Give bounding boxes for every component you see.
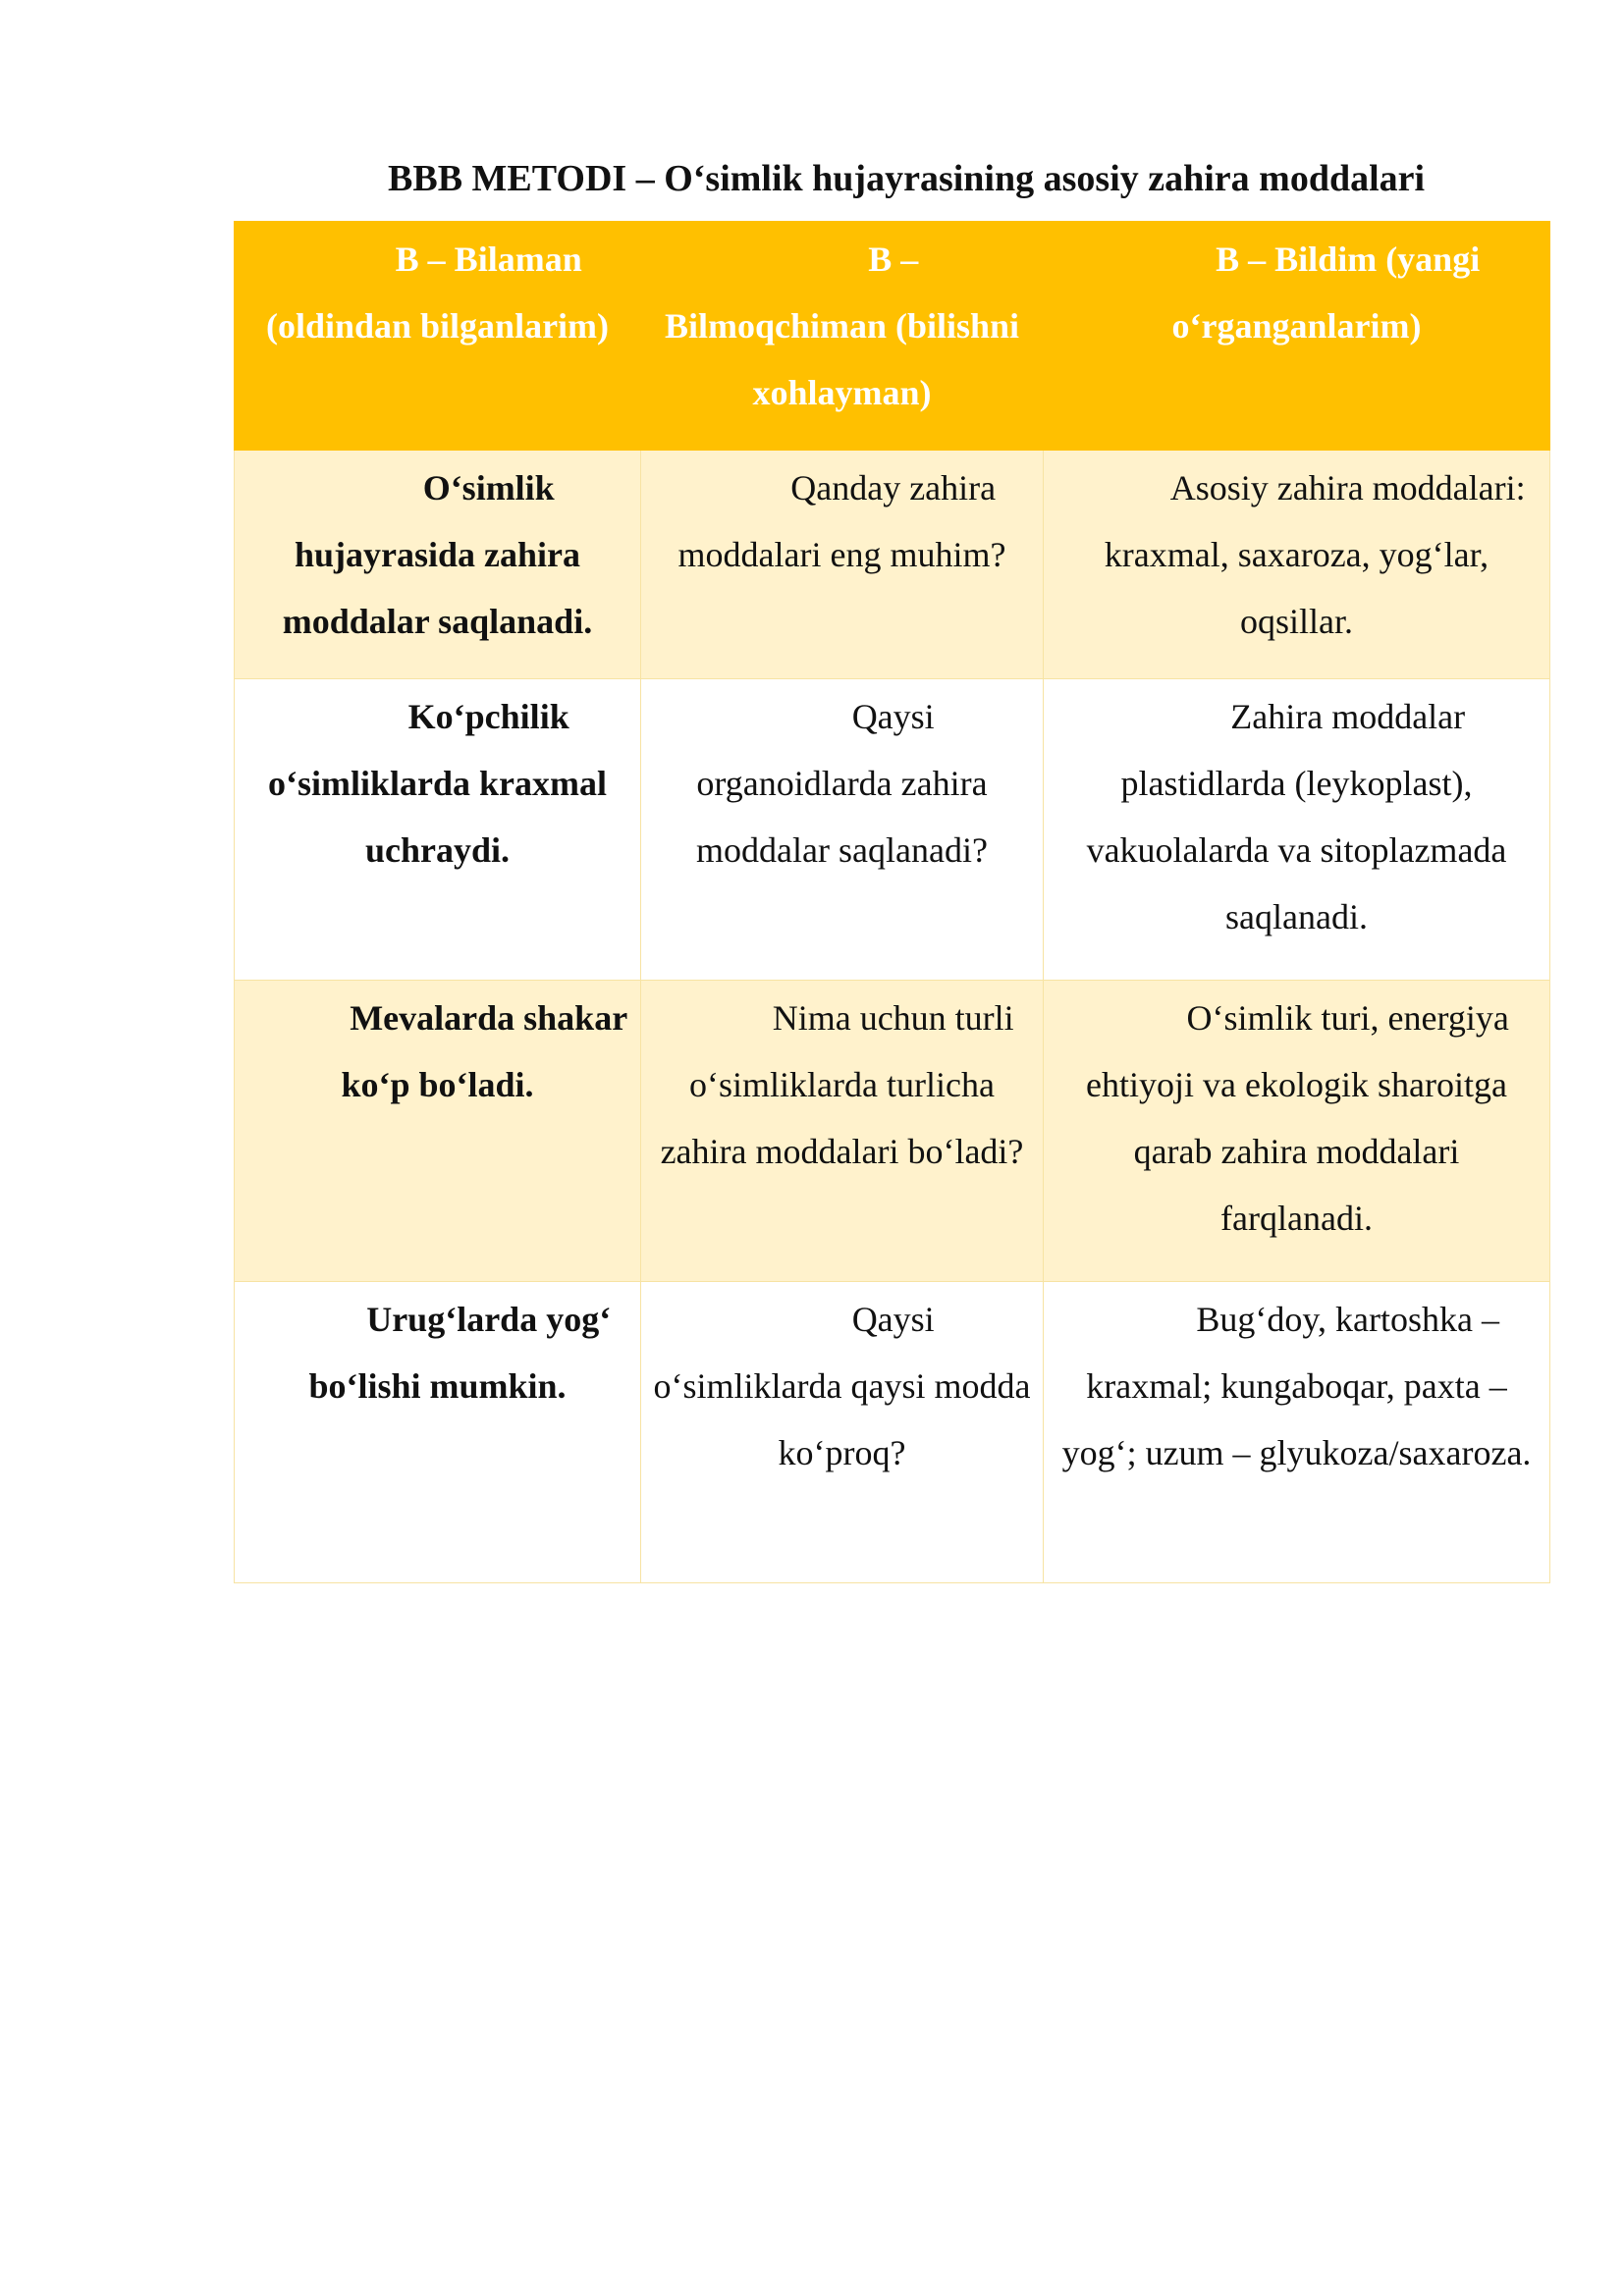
table-row xyxy=(235,981,1550,1282)
header-want-label: B – Bilmoqchiman (bilishni xohlayman) xyxy=(664,240,1020,412)
page-title: BBB METODI – O‘simlik hujayrasining asosiy zahira moddalari xyxy=(388,158,1426,199)
cell-known-text: Mevalarda shakar ko‘p bo‘ladi. xyxy=(341,998,628,1104)
cell-want xyxy=(641,1282,1044,1583)
header-known xyxy=(235,222,641,451)
cell-want xyxy=(641,679,1044,981)
cell-known xyxy=(235,679,641,981)
table-row xyxy=(235,1282,1550,1583)
header-known-label: B – Bilaman (oldindan bilganlarim) xyxy=(265,240,610,346)
cell-learned-text: O‘simlik turi, energiya ehtiyoji va ekologik sharoitga qarab zahira moddalari farqlanadi. xyxy=(1086,998,1509,1238)
cell-want-text: Qaysi organoidlarda zahira moddalar saqlanadi? xyxy=(696,697,988,870)
cell-learned xyxy=(1044,679,1550,981)
cell-learned-text: Zahira moddalar plastidlarda (leykoplast), vakuolalarda va sitoplazmada saqlanadi. xyxy=(1086,697,1507,936)
cell-known-text: Ko‘pchilik o‘simliklarda kraxmal uchraydi. xyxy=(267,697,607,870)
header-learned xyxy=(1044,222,1550,451)
cell-known xyxy=(235,1282,641,1583)
cell-want xyxy=(641,451,1044,679)
cell-learned xyxy=(1044,451,1550,679)
header-want xyxy=(641,222,1044,451)
cell-known xyxy=(235,451,641,679)
table-row xyxy=(235,451,1550,679)
cell-learned-text: Bug‘doy, kartoshka – kraxmal; kungaboqar, paxta – yog‘; uzum – glyukoza/saxaroza. xyxy=(1061,1300,1532,1472)
cell-known-text: Urug‘larda yog‘ bo‘lishi mumkin. xyxy=(308,1300,612,1406)
header-learned-label: B – Bildim (yangi o‘rganganlarim) xyxy=(1171,240,1481,346)
bbb-table xyxy=(234,221,1550,1583)
cell-known xyxy=(235,981,641,1282)
cell-learned xyxy=(1044,1282,1550,1583)
cell-want-text: Nima uchun turli o‘simliklarda turlicha zahira moddalari bo‘ladi? xyxy=(660,998,1024,1171)
cell-want-text: Qanday zahira moddalari eng muhim? xyxy=(677,468,1006,574)
cell-learned xyxy=(1044,981,1550,1282)
cell-learned-text: Asosiy zahira moddalari: kraxmal, saxaroza, yog‘lar, oqsillar. xyxy=(1104,468,1526,641)
cell-want xyxy=(641,981,1044,1282)
cell-known-text: O‘simlik hujayrasida zahira moddalar saqlanadi. xyxy=(282,468,593,641)
table-header-row xyxy=(235,222,1550,451)
table-row xyxy=(235,679,1550,981)
cell-want-text: Qaysi o‘simliklarda qaysi modda ko‘proq? xyxy=(653,1300,1031,1472)
